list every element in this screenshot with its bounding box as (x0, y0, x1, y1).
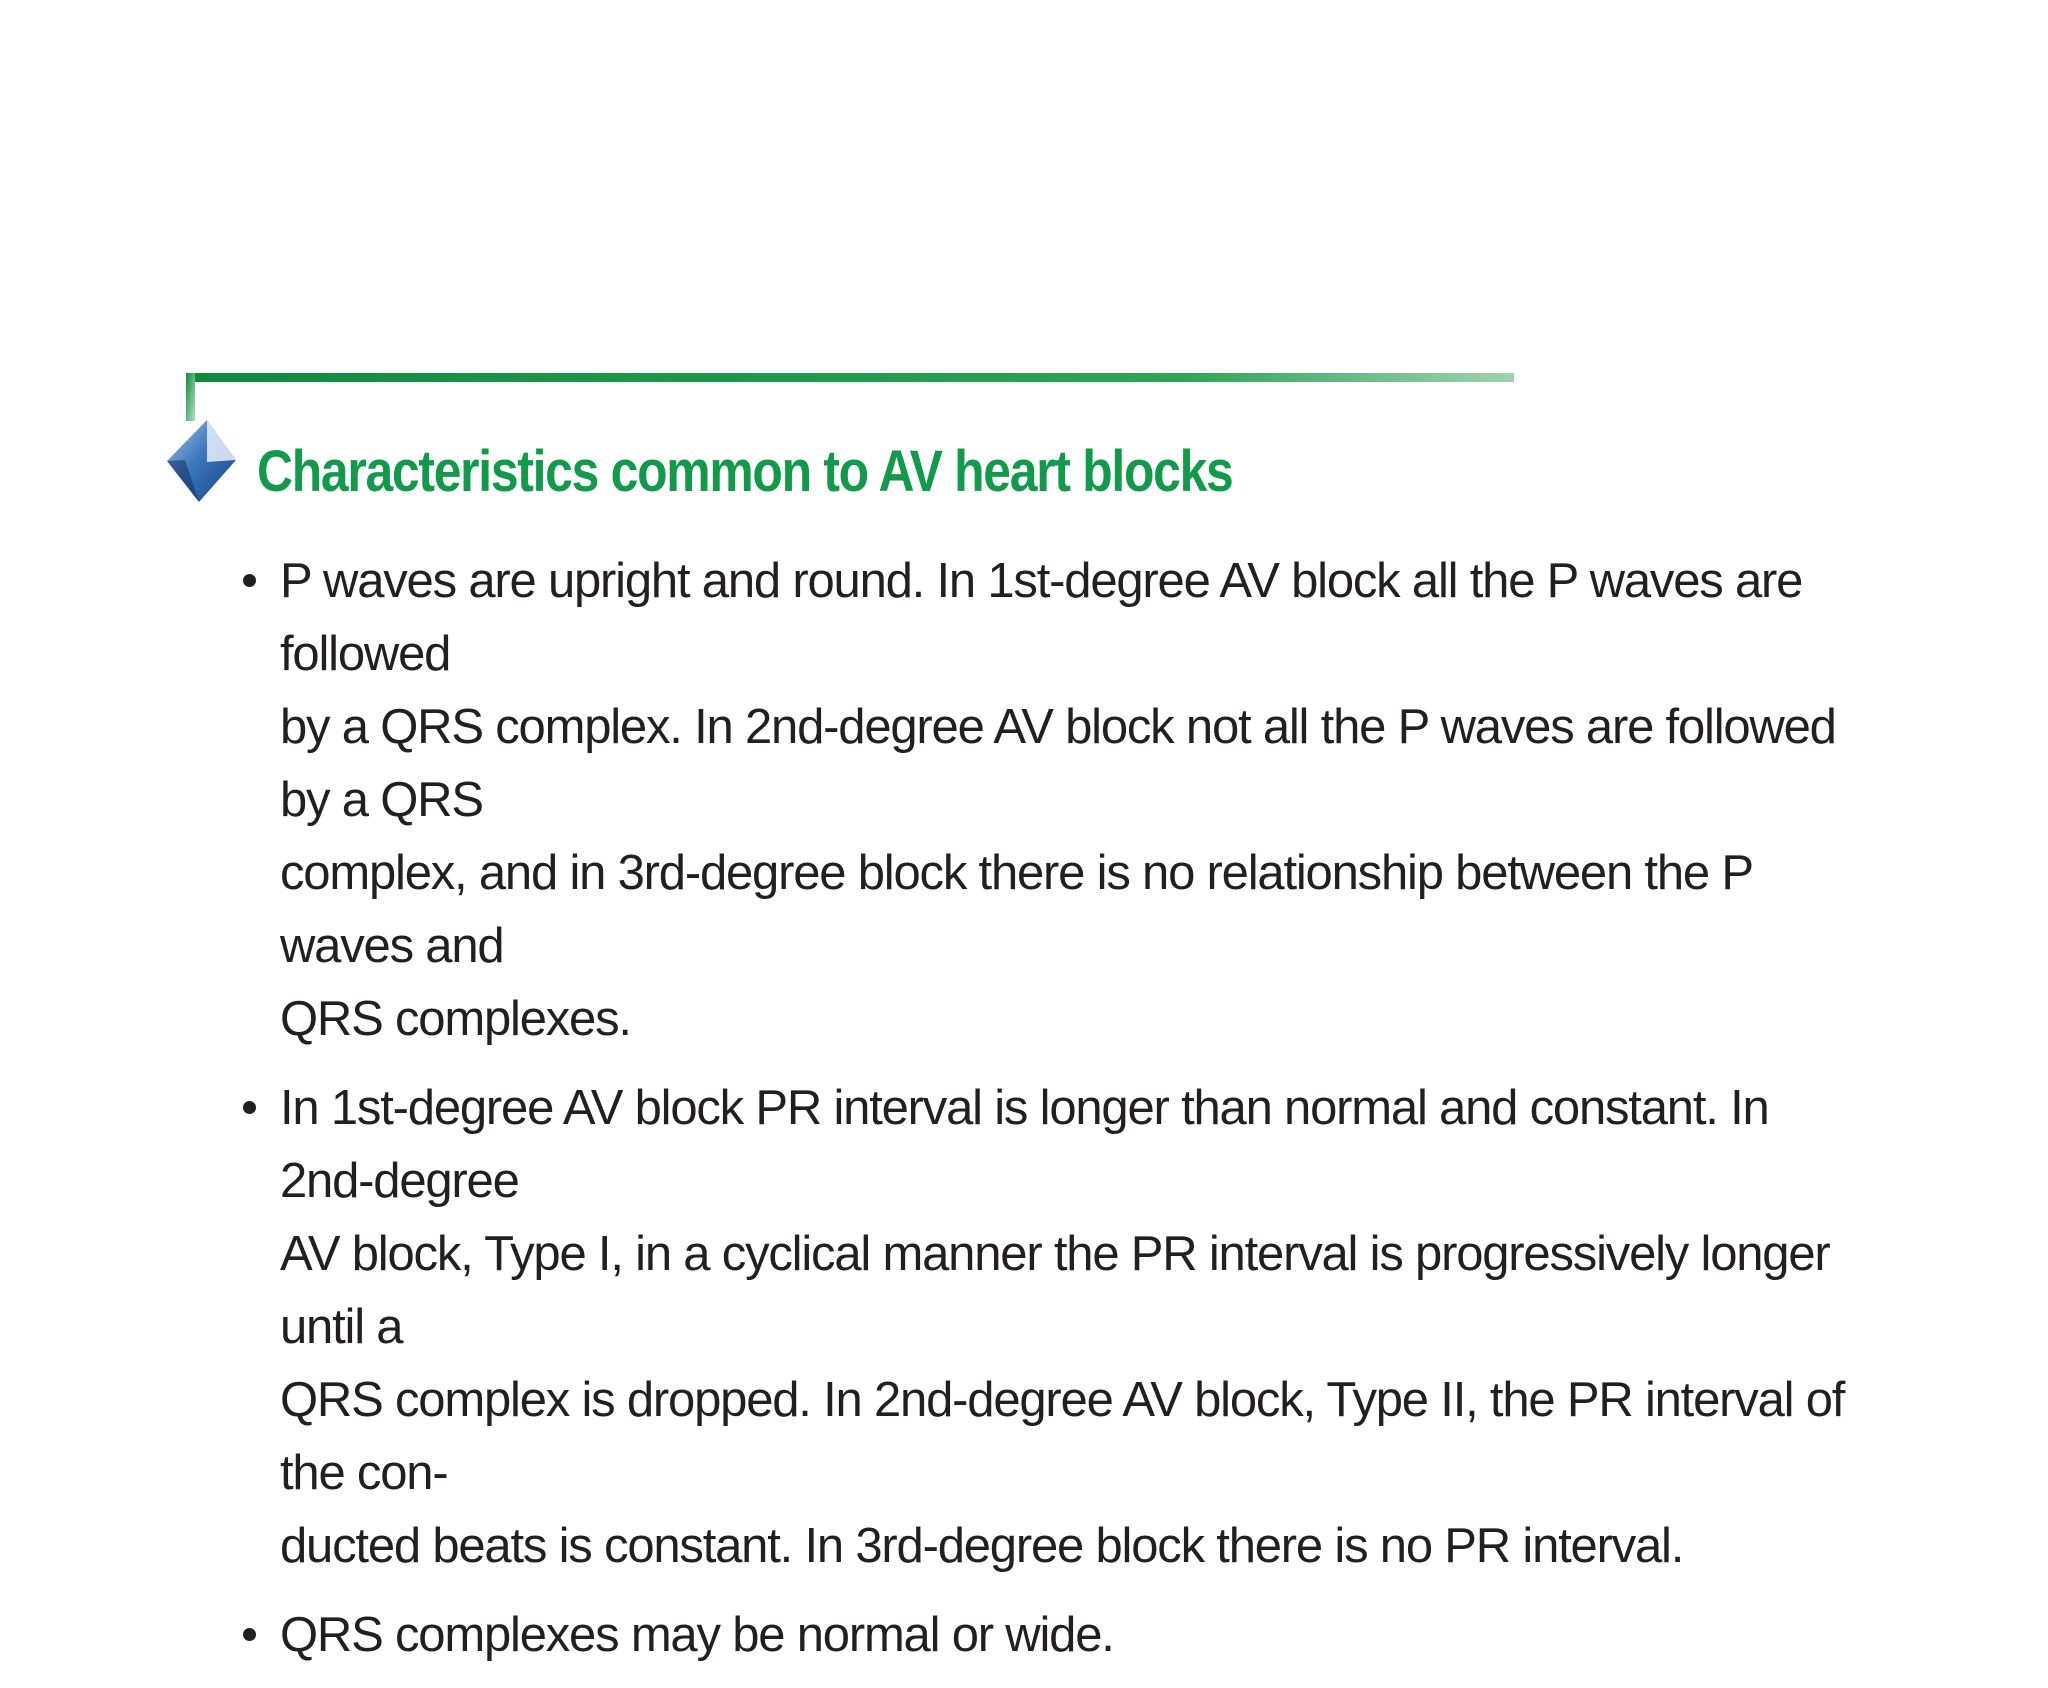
bullet-item-pr-interval (230, 1072, 1850, 1583)
bullet-item-qrs-complexes (230, 1599, 1850, 1672)
bullet-line: QRS complexes. (280, 992, 631, 1046)
section-heading: Characteristics common to AV heart blocks (257, 439, 1233, 504)
bullet-dot-icon (243, 574, 256, 587)
bullet-list (230, 545, 1850, 1688)
bullet-line: In 1st-degree AV block PR interval is longer than normal and constant. In 2nd-degree (280, 1081, 1769, 1208)
bullet-line: P waves are upright and round. In 1st-degree AV block all the P waves are followed (280, 554, 1803, 681)
bullet-dot-icon (243, 1628, 256, 1641)
bullet-line: QRS complex is dropped. In 2nd-degree AV block, Type II, the PR interval of the con- (280, 1373, 1845, 1500)
green-header-rule (186, 373, 1514, 421)
bullet-line: ducted beats is constant. In 3rd-degree block there is no PR interval. (280, 1519, 1684, 1573)
bullet-line: QRS complexes may be normal or wide. (280, 1608, 1114, 1662)
bullet-dot-icon (243, 1101, 256, 1114)
bullet-line: by a QRS complex. In 2nd-degree AV block not all the P waves are followed by a QRS (280, 700, 1836, 827)
bullet-item-p-waves (230, 545, 1850, 1056)
bullet-line: complex, and in 3rd-degree block there is no relationship between the P waves and (280, 846, 1752, 973)
bullet-line: AV block, Type I, in a cyclical manner the PR interval is progressively longer until a (280, 1227, 1830, 1354)
blue-diamond-icon (167, 420, 236, 502)
